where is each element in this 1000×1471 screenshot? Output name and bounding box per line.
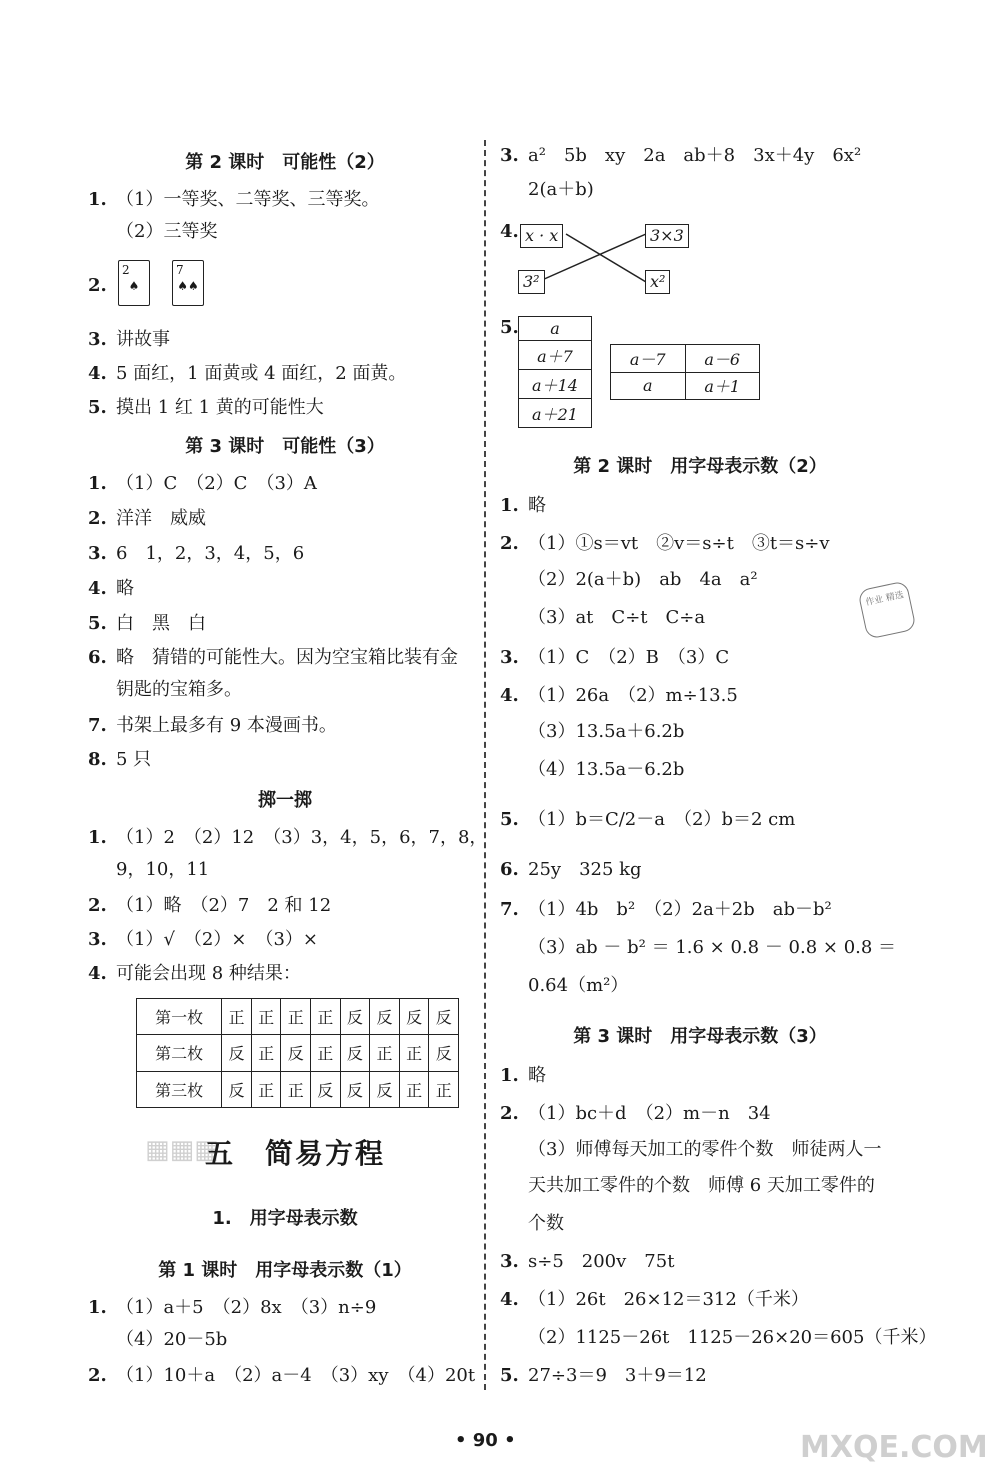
answer-line: 3. s÷5 200v 75t: [500, 1251, 675, 1272]
answer-line: 7. （1）4b b² （2）2a＋2b ab－b²: [500, 899, 832, 920]
answer-line: （2）2(a＋b) ab 4a a²: [528, 569, 758, 590]
answer-line: 1. （1）一等奖、二等奖、三等奖。: [88, 189, 380, 210]
answer-line: 4. （1）26t 26×12＝312（千米）: [500, 1289, 809, 1310]
expression-table-b: [610, 344, 760, 400]
section-title: 第 3 课时 用字母表示数（3）: [573, 1026, 827, 1047]
match-box: x · x: [520, 224, 563, 248]
answer-line: 1. （1）2 （2）12 （3）3，4，5，6，7，8，: [88, 827, 488, 848]
answer-line: （3）师傅每天加工的零件个数 师徒两人一: [528, 1139, 882, 1160]
answer-line: 5. 摸出 1 红 1 黄的可能性大: [88, 397, 324, 418]
answer-line: 2. （1）bc＋d （2）m－n 34: [500, 1103, 771, 1124]
answer-line: 0.64（m²）: [528, 975, 629, 996]
answer-line: 5. （1）b＝C/2－a （2）b＝2 cm: [500, 809, 796, 830]
answer-line: 5. 白 黑 白: [88, 613, 206, 634]
match-box: 3×3: [645, 224, 689, 248]
answer-line: 4. 5 面红，1 面黄或 4 面红，2 面黄。: [88, 363, 407, 384]
answer-line: 8. 5 只: [88, 749, 152, 770]
table-cell: a－6: [685, 345, 760, 373]
match-box: 3²: [518, 270, 545, 294]
table-row: [137, 1071, 459, 1107]
table-cell: 正: [251, 1035, 281, 1071]
table-cell: 正: [399, 1035, 429, 1071]
table-row: [611, 372, 760, 400]
answer-line: 6. 25y 325 kg: [500, 859, 642, 880]
table-cell: a＋1: [685, 372, 760, 400]
answer-line: 4. 略: [88, 578, 134, 599]
answer-line: （2）三等奖: [116, 221, 218, 242]
match-box: x²: [645, 270, 670, 294]
answer-line: 1. 略: [500, 495, 546, 516]
table-cell: 反: [370, 1071, 400, 1107]
answer-line: 钥匙的宝箱多。: [116, 679, 242, 700]
table-cell: 反: [340, 1071, 370, 1107]
section-title: 第 2 课时 可能性（2）: [185, 152, 385, 173]
answer-line: （2）1125－26t 1125－26×20＝605（千米）: [528, 1327, 937, 1348]
table-cell: 正: [311, 999, 341, 1035]
playing-card-icon: 7 ♠♠: [172, 260, 204, 306]
answer-line: 3. a² 5b xy 2a ab＋8 3x＋4y 6x²: [500, 145, 862, 166]
table-cell: 正: [281, 1071, 311, 1107]
table-cell: 反: [370, 999, 400, 1035]
answer-line: 1. 略: [500, 1065, 546, 1086]
answer-line: 4. 可能会出现 8 种结果：: [88, 963, 301, 984]
table-row: [519, 341, 592, 370]
answer-line: （3）at C÷t C÷a: [528, 607, 706, 628]
table-cell: 正: [222, 999, 252, 1035]
table-cell: a＋21: [519, 399, 592, 428]
unit-title: 1. 用字母表示数: [212, 1208, 358, 1229]
table-row: [137, 1035, 459, 1071]
answer-line: 9，10，11: [116, 859, 210, 880]
answer-line: 7. 书架上最多有 9 本漫画书。: [88, 715, 337, 736]
table-cell: 反: [340, 999, 370, 1035]
column-divider: [484, 140, 486, 1390]
table-cell: 正: [281, 999, 311, 1035]
answer-line: 3. （1）C （2）B （3）C: [500, 647, 730, 668]
table-cell: 反: [429, 999, 459, 1035]
answer-line: （4）20－5b: [116, 1329, 228, 1350]
answer-line: 3. 6 1，2，3，4，5，6: [88, 543, 305, 564]
answer-line: （3）13.5a＋6.2b: [528, 721, 685, 742]
answer-line: 个数: [528, 1213, 564, 1234]
answer-line: （4）13.5a－6.2b: [528, 759, 685, 780]
table-cell: 反: [340, 1035, 370, 1071]
table-row: [137, 999, 459, 1035]
answer-line: 2. （1）①s＝vt ②v＝s÷t ③t＝s÷v: [500, 533, 830, 554]
coin-results-table: [136, 998, 459, 1108]
table-row: [519, 370, 592, 399]
answer-line: 2(a＋b): [528, 179, 594, 200]
row-header-cell: 第一枚: [137, 999, 222, 1035]
section-title: 第 1 课时 用字母表示数（1）: [158, 1260, 412, 1281]
table-cell: 反: [399, 999, 429, 1035]
table-cell: 正: [399, 1071, 429, 1107]
table-cell: a: [519, 317, 592, 341]
row-header-cell: 第二枚: [137, 1035, 222, 1071]
table-cell: 正: [251, 999, 281, 1035]
watermark-text: ▦▦▦: [145, 1135, 219, 1165]
table-row: [519, 317, 592, 341]
table-cell: 正: [370, 1035, 400, 1071]
table-cell: 反: [429, 1035, 459, 1071]
playing-card-icon: 2 ♠: [118, 260, 150, 306]
answer-line: 4. （1）26a （2）m÷13.5: [500, 685, 738, 706]
row-header-cell: 第三枚: [137, 1071, 222, 1107]
stamp-icon: 作业 精选: [857, 580, 916, 639]
table-row: [611, 345, 760, 373]
answer-line: 2. （1）10＋a （2）a－4 （3）xy （4）20t: [88, 1365, 476, 1386]
answer-line: 5. 27÷3＝9 3＋9＝12: [500, 1365, 707, 1386]
watermark-logo: MXQE.COM: [800, 1430, 988, 1465]
table-cell: 正: [429, 1071, 459, 1107]
table-cell: a＋7: [519, 341, 592, 370]
table-cell: 反: [222, 1071, 252, 1107]
answer-line: 1. （1）C （2）C （3）A: [88, 473, 317, 494]
section-title: 掷一掷: [258, 790, 312, 811]
answer-line: 5.: [500, 317, 519, 338]
answer-line: 2. （1）略 （2）7 2 和 12: [88, 895, 332, 916]
answer-line: 3. （1）√ （2）× （3）×: [88, 929, 318, 950]
answer-line: 6. 略 猜错的可能性大。因为空宝箱比装有金: [88, 647, 458, 668]
table-cell: 反: [222, 1035, 252, 1071]
section-title: 第 3 课时 可能性（3）: [185, 436, 385, 457]
table-cell: a＋14: [519, 370, 592, 399]
table-cell: a－7: [611, 345, 686, 373]
chapter-title: 五 简易方程: [205, 1137, 386, 1170]
answer-line: 天共加工零件的个数 师傅 6 天加工零件的: [528, 1175, 875, 1196]
section-title: 第 2 课时 用字母表示数（2）: [573, 456, 827, 477]
answer-line: 3. 讲故事: [88, 329, 170, 350]
table-row: [519, 399, 592, 428]
answer-line: （3）ab － b² ＝ 1.6 × 0.8 － 0.8 × 0.8 ＝: [528, 937, 897, 958]
table-cell: 正: [311, 1035, 341, 1071]
answer-line: 2. 洋洋 威威: [88, 508, 206, 529]
table-cell: 反: [281, 1035, 311, 1071]
table-cell: 正: [251, 1071, 281, 1107]
expression-table-a: [518, 316, 592, 428]
table-cell: a: [611, 372, 686, 400]
answer-line: 4.: [500, 221, 519, 242]
page-number: • 90 •: [455, 1430, 516, 1451]
table-cell: 反: [311, 1071, 341, 1107]
answer-line: 2.: [88, 275, 107, 296]
answer-line: 1. （1）a＋5 （2）8x （3）n÷9: [88, 1297, 377, 1318]
